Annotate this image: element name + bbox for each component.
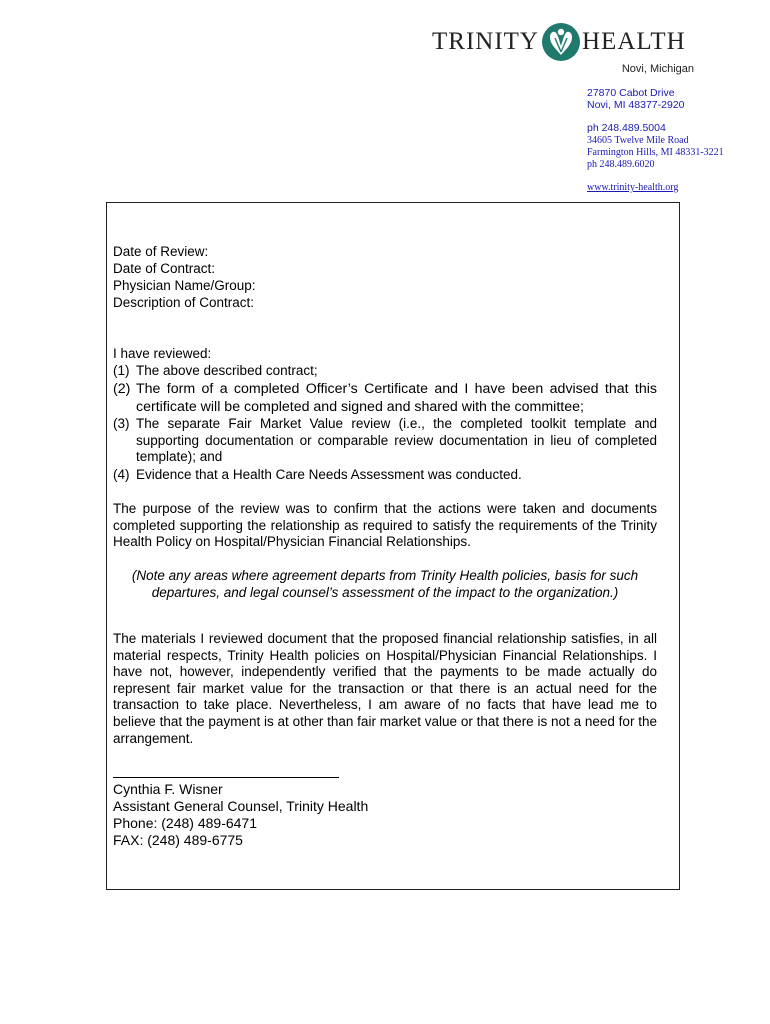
reviewed-item-3 (113, 416, 657, 466)
location-label: Novi, Michigan (621, 63, 694, 75)
reviewed-item-2 (113, 380, 657, 416)
item-number: (4) (113, 467, 130, 482)
item-number: (2) (113, 381, 131, 397)
signer-title: Assistant General Counsel, Trinity Health (113, 798, 369, 814)
alt-phone: ph 248.489.6020 (587, 159, 655, 170)
signer-fax: FAX: (248) 489-6775 (113, 832, 243, 848)
field-date-of-review: Date of Review: (113, 244, 209, 259)
address-line-1: 27870 Cabot Drive (587, 87, 675, 99)
item-text: The above described contract; (136, 363, 318, 378)
website-link[interactable]: www.trinity-health.org (587, 182, 679, 193)
field-description: Description of Contract: (113, 295, 255, 310)
field-physician-name: Physician Name/Group: (113, 278, 256, 293)
alt-address-line-1: 34605 Twelve Mile Road (587, 135, 689, 146)
item-number: (1) (113, 363, 130, 378)
logo-mark-icon (541, 22, 581, 62)
item-text: The separate Fair Market Value review (i.e., the completed toolkit template and supporting documentation or comparable review documentation in lieu of completed template); and (136, 416, 657, 465)
note-paragraph: (Note any areas where agreement departs from Trinity Health policies, basis for such departures, and legal counsel’s assessment of the impact to the organization.) (131, 568, 639, 600)
signer-name: Cynthia F. Wisner (113, 781, 223, 797)
item-text: The form of a completed Officer’s Certificate and I have been advised that this certificate will be completed and signed and shared with the committee; (136, 381, 657, 415)
signature-line (113, 777, 339, 778)
phone-main: ph 248.489.5004 (587, 122, 666, 134)
purpose-paragraph: The purpose of the review was to confirm that the actions were taken and documents completed supporting the relationship as required to satisfy the requirements of the Trinity Health Policy on Hospital/Physician Financial Relationships. (113, 501, 657, 550)
item-text: Evidence that a Health Care Needs Assessment was conducted. (136, 467, 522, 482)
logo-word-trinity: TRINITY (432, 28, 539, 55)
logo-word-health: HEALTH (582, 28, 686, 55)
trinity-health-logo (432, 22, 697, 62)
reviewed-item-4 (113, 467, 657, 484)
field-date-of-contract: Date of Contract: (113, 261, 216, 276)
reviewed-intro: I have reviewed: (113, 346, 212, 361)
item-number: (3) (113, 416, 130, 431)
reviewed-item-1 (113, 363, 657, 380)
signer-phone: Phone: (248) 489-6471 (113, 815, 257, 831)
alt-address-line-2: Farmington Hills, MI 48331-3221 (587, 147, 724, 158)
statement-paragraph: The materials I reviewed document that the proposed financial relationship satisfies, in all material respects, Trinity Health policies on Hospital/Physician Financial Relationships. I have not, however, independently verified that the payments to be made actually do represent fair market value for the transaction or that there is an actual need for the transaction to take place. Nevertheless, I am aware of no facts that have lead me to believe that the payment is at other than fair market value or that there is not a need for the arrangement. (113, 631, 657, 746)
address-line-2: Novi, MI 48377-2920 (587, 99, 685, 111)
